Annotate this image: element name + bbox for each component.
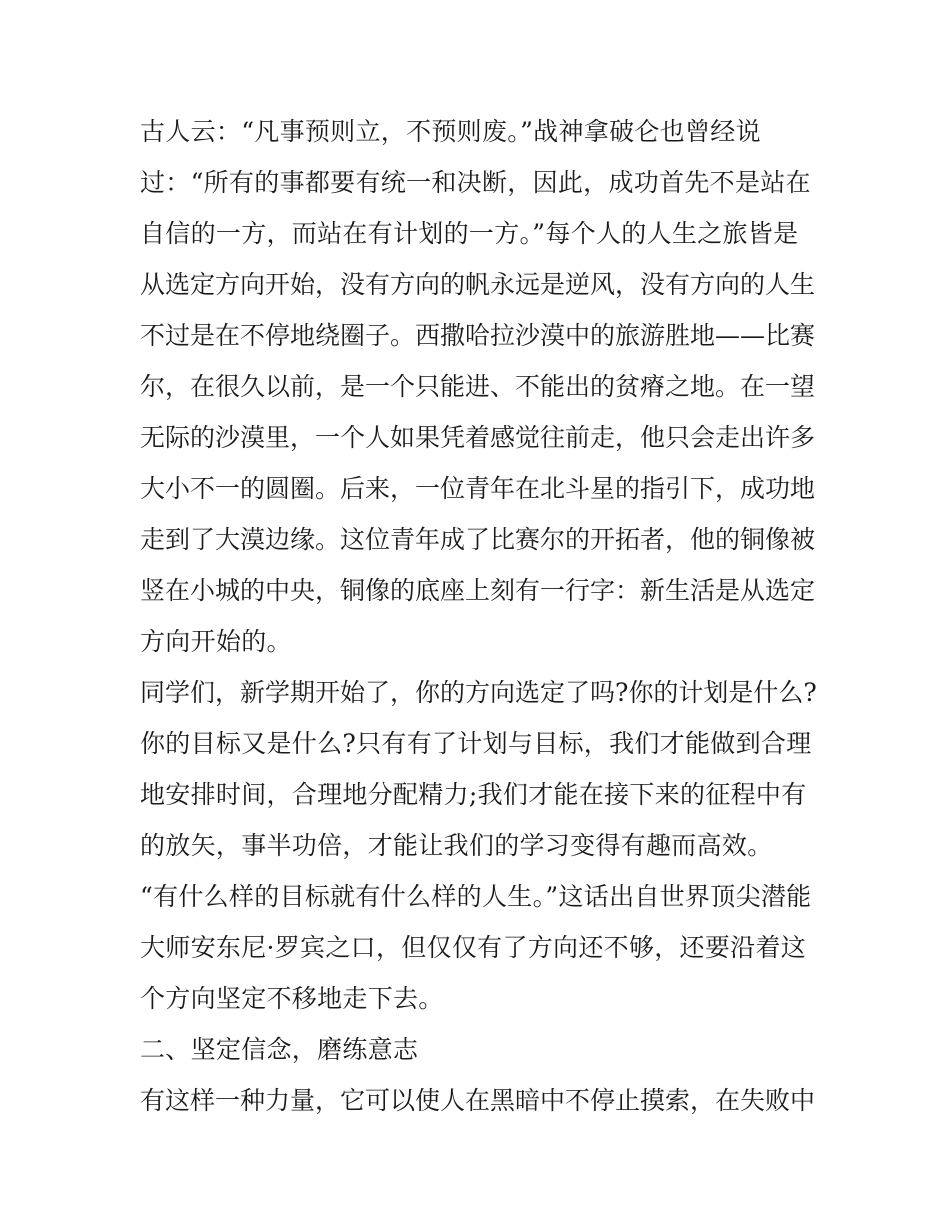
text-line: “有什么样的目标就有什么样的人生。”这话出自世界顶尖潜能 (140, 882, 812, 911)
text-line: 无际的沙漠里，一个人如果凭着感觉往前走，他只会走出许多 (140, 423, 816, 452)
text-line: 地安排时间，合理地分配精力;我们才能在接下来的征程中有 (140, 780, 807, 809)
text-line: 竖在小城的中央，铜像的底座上刻有一行字：新生活是从选定 (140, 576, 816, 605)
text-line: 过：“所有的事都要有统一和决断，因此，成功首先不是站在 (140, 168, 811, 197)
text-line: 大小不一的圆圈。后来，一位青年在北斗星的指引下，成功地 (140, 474, 816, 503)
text-line: 同学们，新学期开始了，你的方向选定了吗?你的计划是什么? (140, 678, 817, 707)
text-line: 有这样一种力量，它可以使人在黑暗中不停止摸索，在失败中 (140, 1086, 816, 1115)
text-line: 的放矢，事半功倍，才能让我们的学习变得有趣而高效。 (140, 831, 773, 860)
document-body (140, 106, 820, 1126)
text-line: 不过是在不停地绕圈子。西撒哈拉沙漠中的旅游胜地——比赛 (140, 321, 816, 350)
text-line: 自信的一方，而站在有计划的一方。”每个人的人生之旅皆是 (140, 219, 799, 248)
text-line: 方向开始的。 (140, 627, 292, 656)
text-line: 古人云：“凡事预则立，不预则废。”战神拿破仑也曾经说 (140, 117, 761, 146)
text-line: 尔，在很久以前，是一个只能进、不能出的贫瘠之地。在一望 (140, 372, 816, 401)
text-line: 走到了大漠边缘。这位青年成了比赛尔的开拓者，他的铜像被 (140, 525, 816, 554)
text-line: 从选定方向开始，没有方向的帆永远是逆风，没有方向的人生 (140, 270, 816, 299)
text-line: 个方向坚定不移地走下去。 (140, 984, 444, 1013)
text-line: 大师安东尼·罗宾之口，但仅仅有了方向还不够，还要沿着这 (140, 933, 807, 962)
section-heading: 二、坚定信念，磨练意志 (140, 1035, 419, 1064)
text-line: 你的目标又是什么?只有有了计划与目标，我们才能做到合理 (140, 729, 812, 758)
